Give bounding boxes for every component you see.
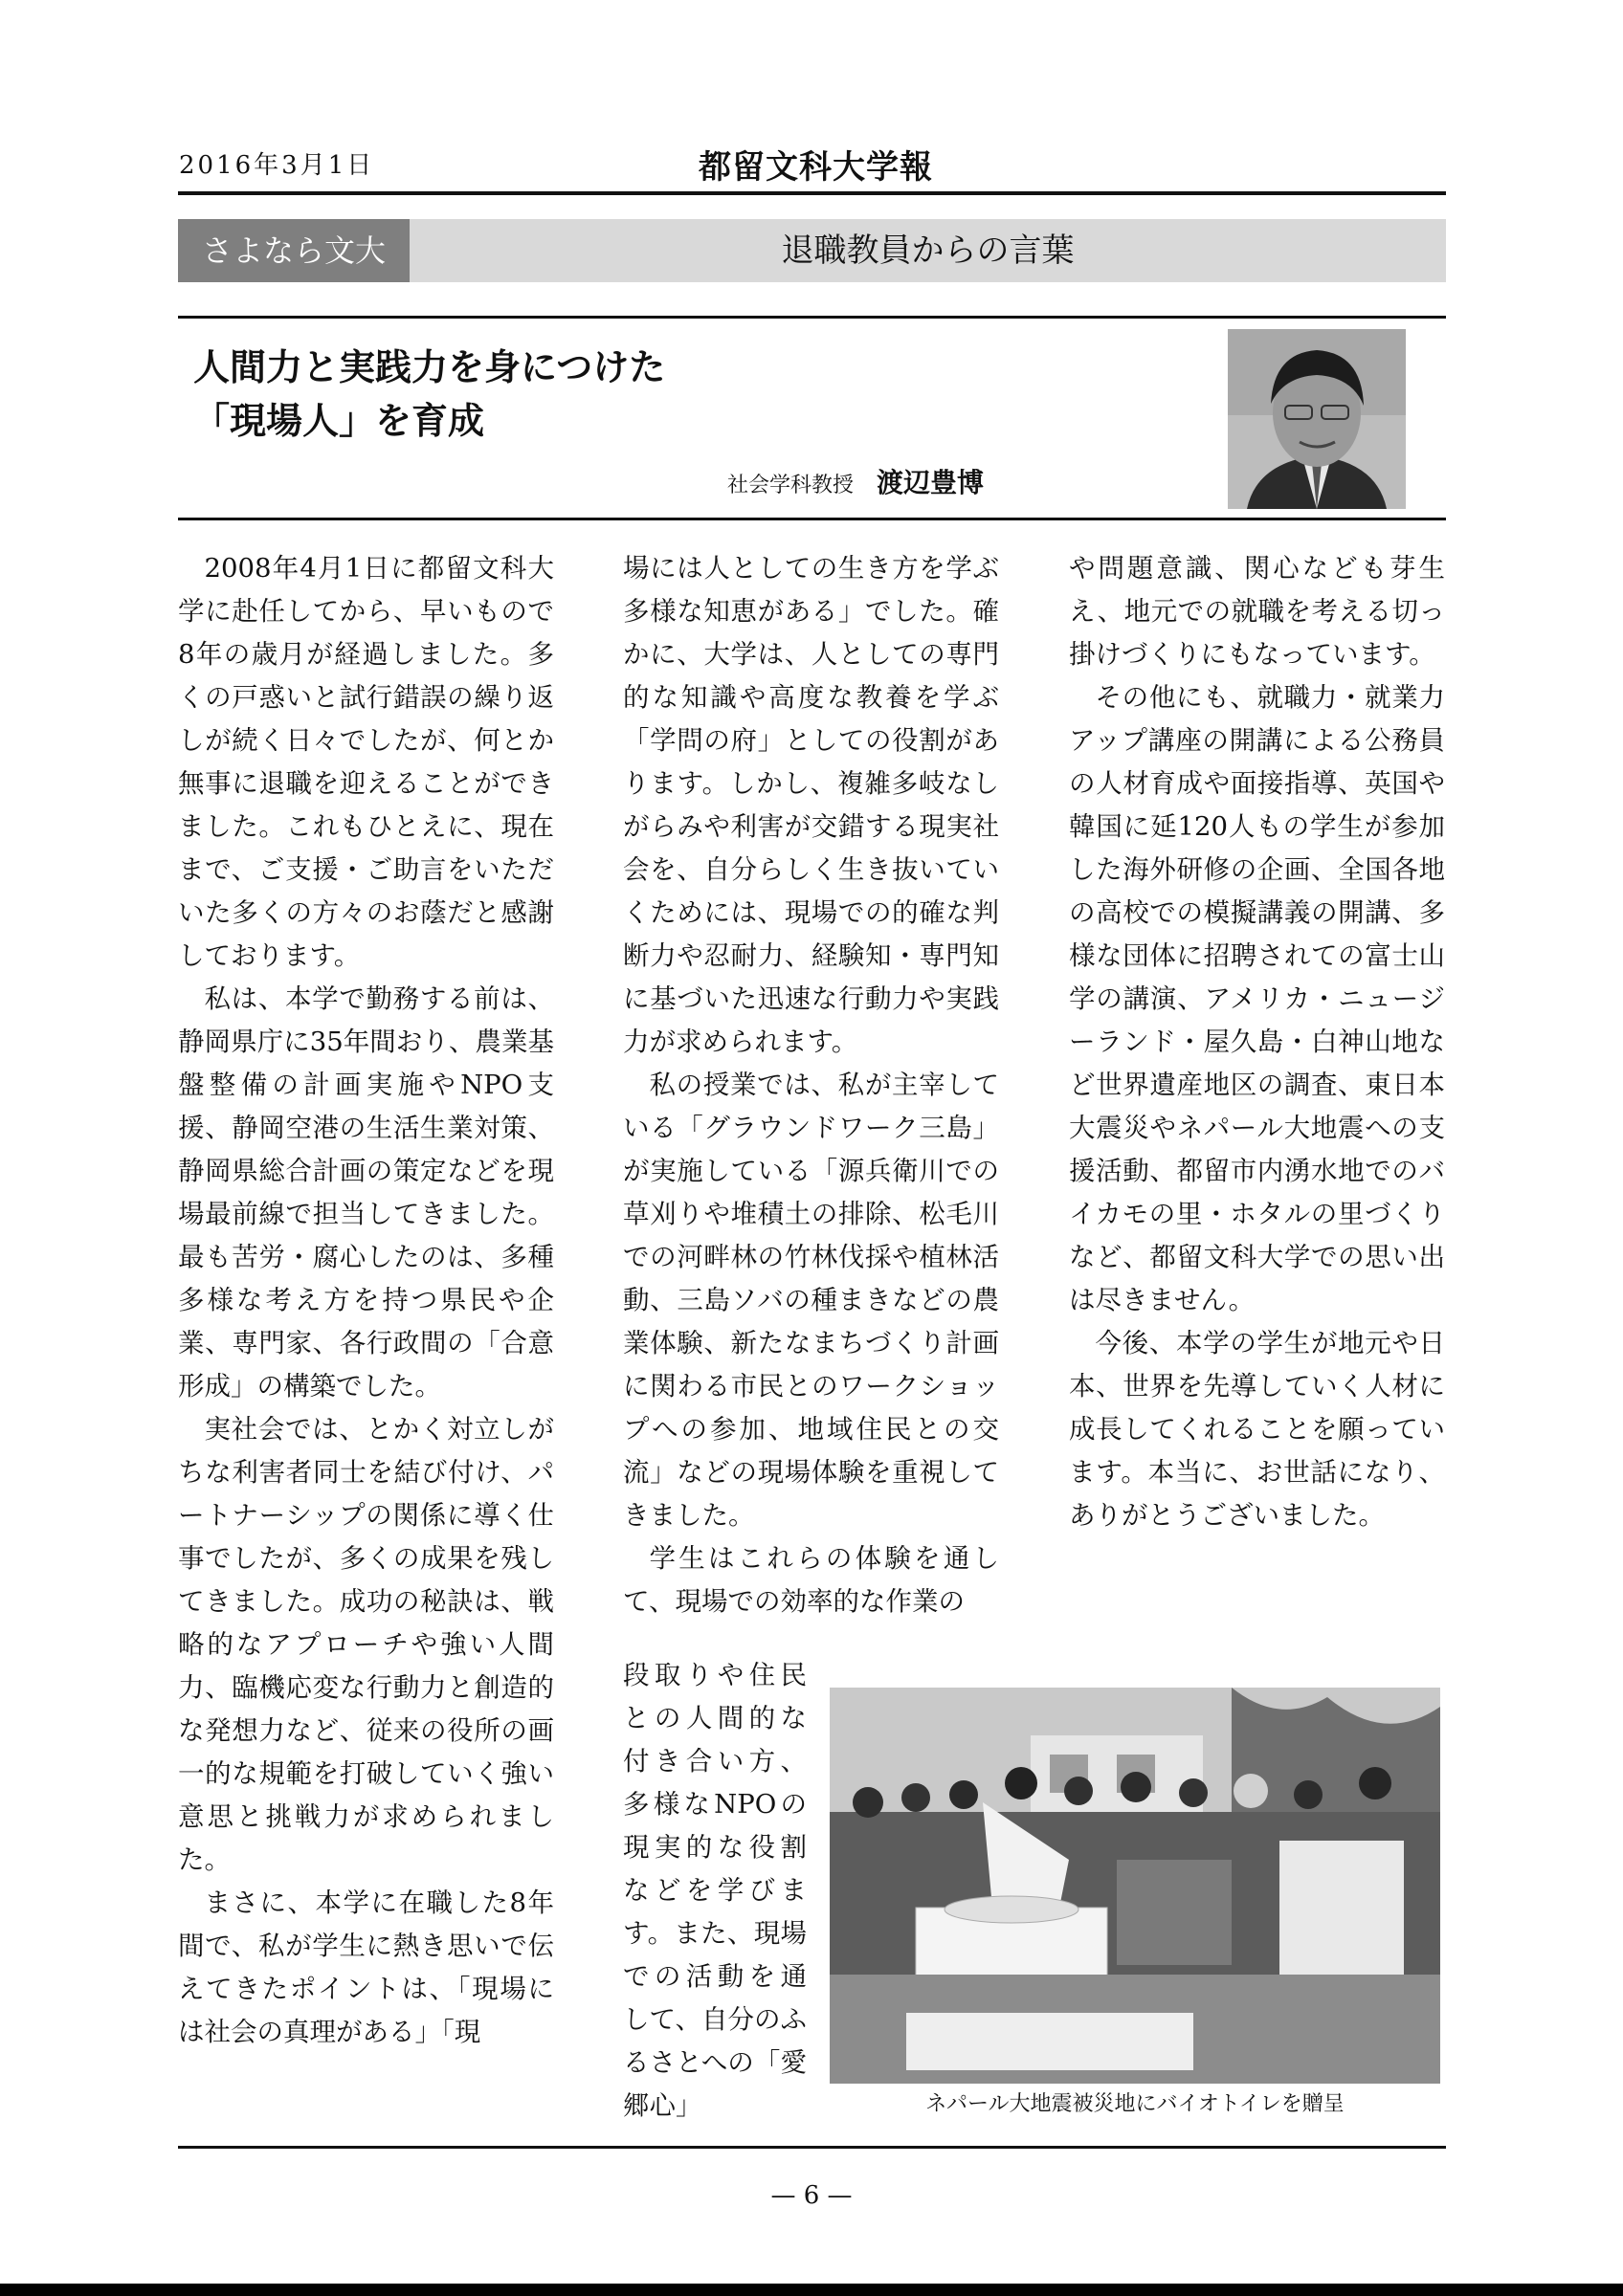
scan-edge-bar [0,2284,1623,2296]
article-headline [193,341,665,448]
paragraph: まさに、本学に在職した8年間で、私が学生に熱き思いで伝えてきたポイントは、「現場には社会の真理がある」「現 [178,1888,554,2047]
paragraph: 実社会では、とかく対立しがちな利害者同士を結び付け、パートナーシップの関係に導く仕事でしたが、多くの成果を残してきました。成功の秘訣は、戦略的なアプローチや強い人間力、臨機応変な行動力と創造的な発想力など、従来の役所の画一的な規範を打破していく強い意思と挑戦力が求められました。 [178,1414,554,1875]
section-banner [178,219,1446,282]
author-role: 社会学科教授 [727,474,855,497]
author-byline [727,462,984,500]
headline-top-rule [178,316,1446,319]
paragraph: 場には人としての生き方を学ぶ多様な知恵がある」でした。確かに、大学は、人としての専門的な知識や高度な教養を学ぶ「学問の府」としての役割があります。しかし、複雑多岐なしがらみや利害が交錯する現実社会を、自分らしく生き抜いていくためには、現場での的確な判断力や忍耐力、経験知・専門知に基づいた迅速な行動力や実践力が求められます。 [623,553,999,1057]
headline-bottom-rule [178,518,1446,520]
headline-line-2: 「現場人」を育成 [193,400,485,442]
author-name: 渡辺豊博 [877,467,985,498]
event-photo [830,1688,1440,2084]
paragraph: その他にも、就職力・就業力アップ講座の開講による公務員の人材育成や面接指導、英国や韓国に延120人もの学生が参加した海外研修の企画、全国各地の高校での模擬講義の開講、多様な団体に招聘されての富士山学の講演、アメリカ・ニュージーランド・屋久島・白神山地など世界遺産地区の調査、東日本大震災やネパール大地震への支援活動、都留市内湧水地でのバイカモの里・ホタルの里づくりなど、都留文科大学での思い出は尽きません。 [1069,682,1445,1315]
photo-caption: ネパール大地震被災地にバイオトイレを贈呈 [925,2092,1345,2116]
headline-line-1: 人間力と実践力を身につけた [193,346,666,388]
paragraph: 私は、本学で勤務する前は、静岡県庁に35年間おり、農業基盤整備の計画実施やNPO支援、静岡空港の生活生業対策、静岡県総合計画の策定などを現場最前線で担当してきました。最も苦労・腐心したのは、多種多様な考え方を持つ県民や企業、専門家、各行政間の「合意形成」の構築でした。 [178,983,554,1402]
issue-date: 2016年3月1日 [179,151,375,180]
publication-title: 都留文科大学報 [699,148,933,187]
paragraph: 私の授業では、私が主宰している「グラウンドワーク三島」が実施している「源兵衛川での草刈りや堆積土の排除、松毛川での河畔林の竹林伐採や植林活動、三島ソバの種まきなどの農業体験、新たなまちづくり計画に関わる市民とのワークショップへの参加、地域住民との交流」などの現場体験を重視してきました。 [623,1070,999,1531]
article-column-2 [623,547,999,1623]
paragraph: 今後、本学の学生が地元や日本、世界を先導していく人材に成長してくれることを願っています。本当に、お世話になり、ありがとうございました。 [1069,1328,1445,1531]
article-column-3 [1069,547,1445,1537]
author-portrait [1228,329,1406,509]
article-column-1 [178,547,554,2054]
section-tag: さよなら文大 [178,219,410,282]
paragraph: 学生はこれらの体験を通して、現場での効率的な作業の [623,1543,999,1617]
paragraph: 2008年4月1日に都留文科大学に赴任してから、早いもので8年の歳月が経過しました。多くの戸惑いと試行錯誤の繰り返しが続く日々でしたが、何とか無事に退職を迎えることができました。これもひとえに、現在まで、ご支援・ご助言をいただいた多くの方々のお蔭だと感謝しております。 [178,553,554,971]
section-title: 退職教員からの言葉 [781,232,1075,270]
paragraph: や問題意識、関心なども芽生え、地元での就職を考える切っ掛けづくりにもなっています。 [1069,553,1445,670]
article-column-2-wrap: 段取りや住民との人間的な付き合い方、多様なNPOの現実的な役割などを学びます。また、現場での活動を通して、自分のふるさとへの「愛郷心」 [623,1660,807,2121]
page-number: — 6 — [770,2181,853,2210]
footer-rule [178,2146,1446,2149]
header-rule [178,191,1446,195]
